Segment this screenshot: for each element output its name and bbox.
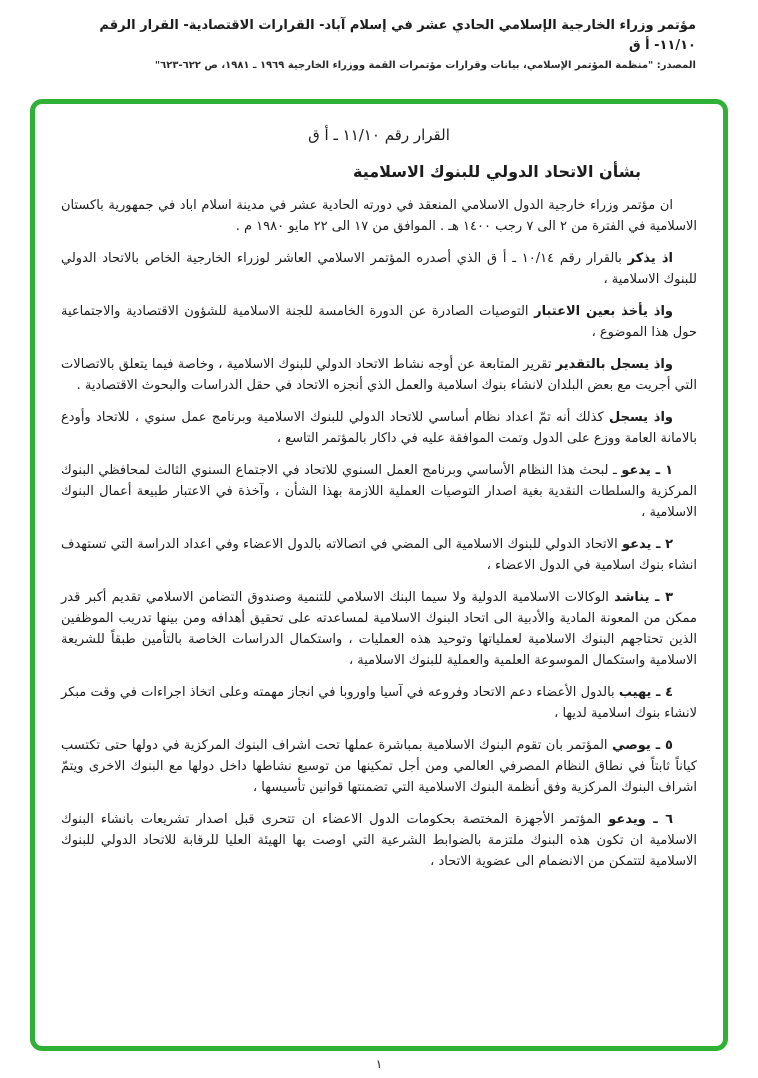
page-number: ١ bbox=[375, 1057, 383, 1071]
paragraph-item-5 bbox=[61, 735, 697, 798]
paragraph-preamble bbox=[61, 195, 697, 237]
paragraph-text: ـ لبحث هذا النظام الأساسي وبرنامج العمل السنوي للاتحاد في الاجتماع السنوي الثالث لمحافظي البنوك المركزية والسلطات النقدية بغية اصدار التوصيات العملية اللازمة بهذا الشأن ، وآخذة في الاعتبار طبيعة أعمال البنوك الاسلامية ، bbox=[61, 463, 697, 520]
paragraph-lead: واذ يسجل بالتقدير bbox=[555, 357, 673, 372]
paragraph-text: ان مؤتمر وزراء خارجية الدول الاسلامي المنعقد في دورته الحادية عشر في مدينة اسلام اباد في جمهورية باكستان الاسلامية في الفترة من ٢ الى ٧ رجب ١٤٠٠ هـ . الموافق من ١٧ الى ٢٢ مايو ١٩٨٠ م . bbox=[61, 198, 697, 234]
paragraph-item-3 bbox=[61, 587, 697, 671]
document-frame bbox=[30, 99, 728, 1051]
paragraph-text: تقرير المتابعة عن أوجه نشاط الاتحاد الدولي للبنوك الاسلامية ، وخاصة فيما يتعلق بالاتصالات التي أجريت مع بعض البلدان لانشاء بنوك اسلامية والعمل الذي أنجزه الاتحاد في حقل الدراسات والبحوث الاقتصادية . bbox=[61, 357, 697, 393]
paragraph-lead: ٤ ـ يهيب bbox=[618, 685, 674, 700]
paragraph-item-4 bbox=[61, 682, 697, 724]
resolution-subject-title: بشأن الاتحاد الدولي للبنوك الاسلامية bbox=[353, 162, 641, 181]
paragraph-text: الاتحاد الدولي للبنوك الاسلامية الى المضي في اتصالاته بالدول الاعضاء وفي اعداد الدراسة التي تستهدف انشاء بنوك اسلامية في الدول الاعضاء ، bbox=[61, 537, 697, 573]
paragraph-item-1 bbox=[61, 460, 697, 523]
header-source: المصدر: "منظمة المؤتمر الإسلامي، بيانات وقرارات مؤتمرات القمة ووزراء الخارجية ١٩٦٩ ـ ١٩٨١، ص ٦٢٢-٦٢٣" bbox=[154, 60, 696, 71]
paragraph-recital-4 bbox=[61, 407, 697, 449]
header-title: مؤتمر وزراء الخارجية الإسلامي الحادي عشر في إسلام آباد- القرارات الاقتصادية- القرار الرقم ١١/١٠- أ ق bbox=[99, 18, 696, 53]
paragraph-recital-2 bbox=[61, 301, 697, 343]
paragraph-lead: ١ ـ يدعو bbox=[621, 463, 673, 478]
paragraph-text: بالدول الأعضاء دعم الاتحاد وفروعه في آسيا واوروبا في انجاز مهمته وعلى اتخاذ اجراءات في وقت مبكر لانشاء بنوك اسلامية لديها ، bbox=[61, 685, 697, 721]
paragraph-lead: واذ يأخذ بعين الاعتبار bbox=[534, 304, 673, 319]
paragraph-text: الوكالات الاسلامية الدولية ولا سيما البنك الاسلامي للتنمية وصندوق التضامن الاسلامي تقديم أكبر قدر ممكن من المعونة المادية والأدبية الى اتحاد البنوك الاسلامية لمساعدته على تحقيق أهدافه ومن بينها تدريب الموظفين الذين تحتاجهم البنوك الاسلامية لعملياتها وتوحيد هذه العمليات ، واستكمال الدراسات الخاصة بالتأمين طبقاً للشريعة الاسلامية واستكمال الموسوعة العلمية والعملية للبنوك الاسلامية ، bbox=[61, 590, 697, 668]
paragraph-recital-3 bbox=[61, 354, 697, 396]
paragraph-lead: ٢ ـ يدعو bbox=[621, 537, 673, 552]
paragraph-text: كذلك أنه تمّ اعداد نظام أساسي للاتحاد الدولي للبنوك الاسلامية وبرنامج عمل سنوي ، للاتحاد وأودع بالامانة العامة ووزع على الدول وتمت الموافقة عليه في داكار بالمؤتمر التاسع ، bbox=[61, 410, 697, 446]
paragraph-item-6 bbox=[61, 809, 697, 872]
paragraph-lead: واذ يسجل bbox=[608, 410, 673, 425]
paragraph-item-2 bbox=[61, 534, 697, 576]
paragraph-recital-1 bbox=[61, 248, 697, 290]
paragraph-lead: ٥ ـ يوصي bbox=[612, 738, 673, 753]
paragraph-lead: اذ يذكر bbox=[627, 251, 673, 266]
document-source-header bbox=[0, 0, 758, 73]
document-body bbox=[61, 195, 697, 872]
paragraph-lead: ٦ ـ ويدعو bbox=[608, 812, 673, 827]
paragraph-text: التوصيات الصادرة عن الدورة الخامسة للجنة الاسلامية للشؤون الاقتصادية والاجتماعية حول هذا الموضوع ، bbox=[61, 304, 697, 340]
paragraph-text: بالقرار رقم ١٠/١٤ ـ أ ق الذي أصدره المؤتمر الاسلامي العاشر لوزراء الخارجية الخاص بالاتحاد الدولي للبنوك الاسلامية ، bbox=[61, 251, 697, 287]
paragraph-text: المؤتمر بان تقوم البنوك الاسلامية بمباشرة عملها تحت اشراف البنوك المركزية في دولها حتى تكتسب كياناً ثابتاً في نطاق النظام المصرفي العالمي ومن أجل تمكينها من توسيع نشاطها داخل دولها مع البنوك الاخرى ويتمّ اشراف البنوك المركزية وفق أنظمة البنوك الاسلامية التي تضمنتها قوانين تأسيسها ، bbox=[61, 738, 697, 795]
paragraph-text: المؤتمر الأجهزة المختصة بحكومات الدول الاعضاء ان تتحرى قبل اصدار تشريعات بانشاء البنوك الاسلامية ان تكون هذه البنوك ملتزمة بالضوابط الشرعية التي اوصت بها الهيئة العليا للرقابة للاتحاد الدولي للبنوك الاسلامية لتتمكن من الانضمام الى عضوية الاتحاد ، bbox=[61, 812, 697, 869]
paragraph-lead: ٣ ـ يناشد bbox=[614, 590, 673, 605]
resolution-number-title: القرار رقم ١١/١٠ ـ أ ق bbox=[308, 126, 450, 144]
